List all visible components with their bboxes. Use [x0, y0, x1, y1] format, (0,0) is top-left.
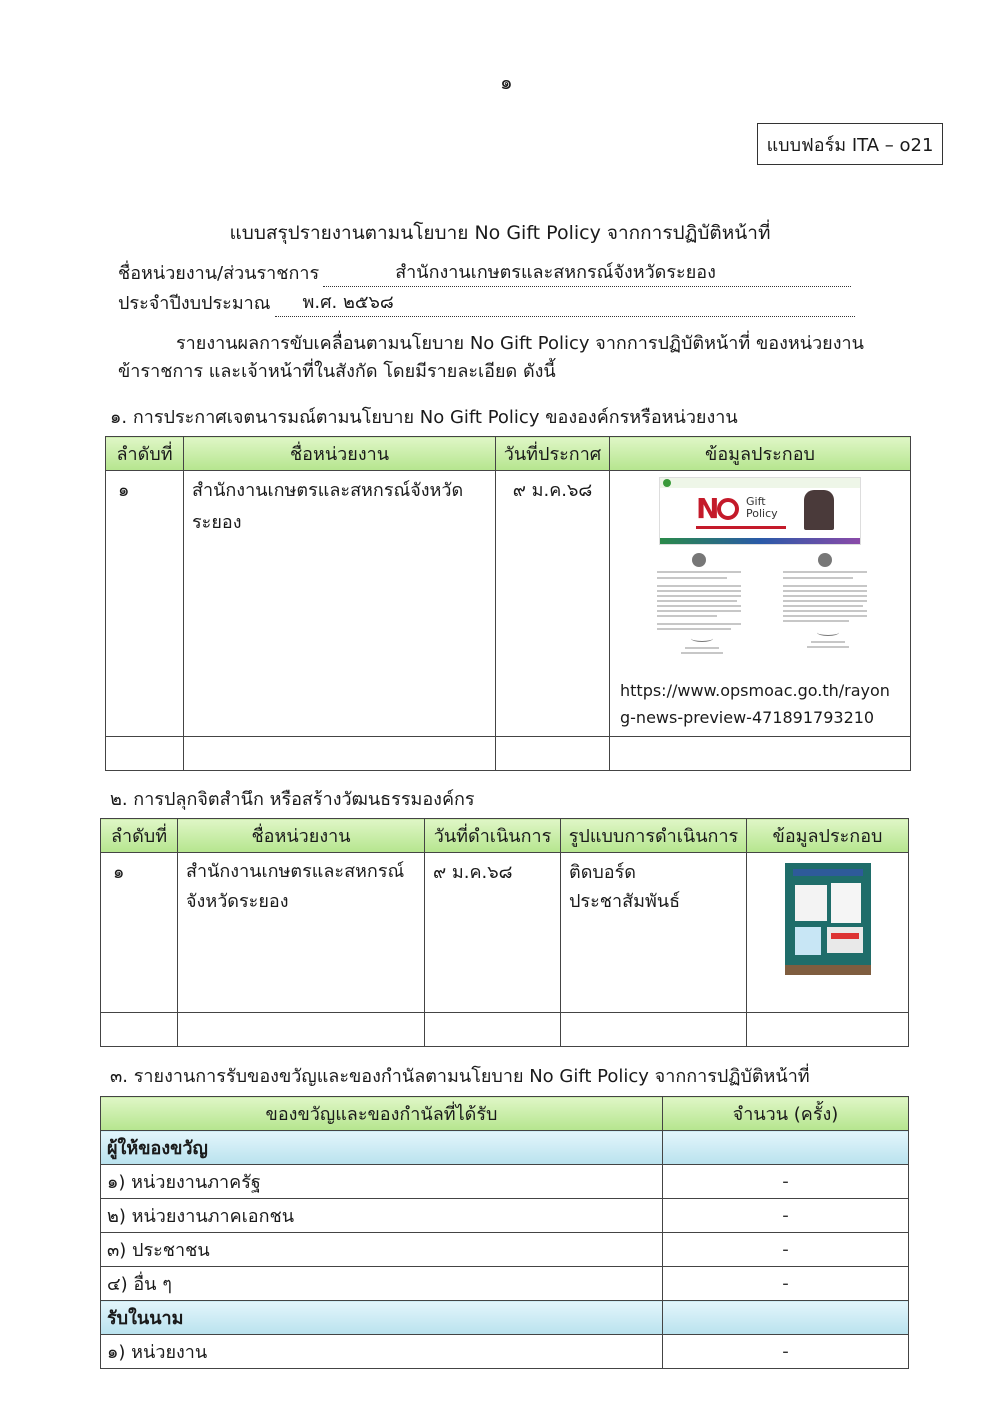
agency-value: สำนักงานเกษตรและสหกรณ์จังหวัดระยอง	[395, 262, 716, 283]
official-photo	[804, 490, 834, 530]
category-row	[101, 1301, 909, 1335]
cell-format: ติดบอร์ดประชาสัมพันธ์	[561, 853, 747, 1013]
board-header	[793, 869, 863, 876]
giver-label: ๔) อื่น ๆ	[101, 1267, 663, 1301]
cell-evidence	[747, 853, 909, 1013]
pr-board-photo	[785, 863, 871, 975]
agency-logo-icon	[663, 479, 671, 487]
category-givers: ผู้ให้ของขวัญ	[101, 1131, 663, 1165]
giver-label: ๓) ประชาชน	[101, 1233, 663, 1267]
doc-line	[783, 590, 867, 592]
gift-report-table	[100, 1096, 909, 1369]
doc-line	[783, 577, 853, 579]
on-behalf-count: -	[663, 1335, 909, 1369]
doc-line	[657, 595, 741, 597]
poster-red-band	[831, 933, 859, 939]
form-code-box: แบบฟอร์ม ITA – o21	[757, 123, 943, 165]
col-header-gifts: ของขวัญและของกำนัลที่ได้รับ	[101, 1097, 663, 1131]
col-header-date: วันที่ประกาศ	[496, 437, 610, 471]
table-row	[101, 1199, 909, 1233]
col-header-evidence: ข้อมูลประกอบ	[610, 437, 911, 471]
category-count-cell	[663, 1301, 909, 1335]
agency-dotted-line	[323, 262, 851, 287]
board-poster	[795, 885, 827, 921]
doc-line	[807, 646, 849, 648]
doc-line	[657, 628, 731, 630]
board-floor	[785, 965, 871, 975]
doc-line	[657, 585, 741, 587]
table-row-empty	[101, 1013, 909, 1047]
giver-label: ๒) หน่วยงานภาคเอกชน	[101, 1199, 663, 1233]
page-title: แบบสรุปรายงานตามนโยบาย No Gift Policy จากการปฏิบัติหน้าที่	[229, 222, 771, 244]
doc-line	[783, 571, 867, 573]
banner-red-line	[696, 526, 786, 529]
garuda-seal-icon	[818, 553, 832, 567]
col-header-evidence: ข้อมูลประกอบ	[747, 819, 909, 853]
cell-no: ๑	[106, 471, 184, 737]
doc-line	[811, 641, 845, 643]
signature-mark	[691, 635, 713, 642]
table-row-empty	[106, 737, 911, 771]
giver-label: ๑) หน่วยงานภาครัฐ	[101, 1165, 663, 1199]
gift-word: Gift	[746, 495, 766, 508]
empty-cell	[610, 737, 911, 771]
giver-count: -	[663, 1199, 909, 1233]
page-number: ๑	[500, 70, 513, 94]
cell-no: ๑	[101, 853, 178, 1013]
col-header-date: วันที่ดำเนินการ	[425, 819, 561, 853]
giver-count: -	[663, 1267, 909, 1301]
signature-mark	[817, 629, 839, 636]
empty-cell	[178, 1013, 425, 1047]
announcement-document-1	[651, 549, 747, 661]
doc-line	[783, 585, 867, 587]
fiscal-year-value: พ.ศ. ๒๕๖๘	[302, 292, 394, 313]
agency-label: ชื่อหน่วยงาน/ส่วนราชการ	[118, 263, 320, 284]
cell-evidence	[610, 471, 911, 737]
doc-line	[681, 652, 723, 654]
cell-date: ๙ ม.ค.๖๘	[496, 471, 610, 737]
cell-agency: สำนักงานเกษตรและสหกรณ์จังหวัดระยอง	[178, 853, 425, 1013]
section2-heading: ๒. การปลุกจิตสำนึก หรือสร้างวัฒนธรรมองค์กร	[110, 789, 475, 810]
cell-date: ๙ ม.ค.๖๘	[425, 853, 561, 1013]
announcement-image	[631, 473, 889, 669]
giver-count: -	[663, 1233, 909, 1267]
no-gift-policy-banner	[659, 477, 861, 545]
announcement-table	[105, 436, 911, 771]
doc-line	[657, 623, 741, 625]
col-header-no: ลำดับที่	[106, 437, 184, 471]
empty-cell	[184, 737, 496, 771]
empty-cell	[425, 1013, 561, 1047]
doc-line	[783, 595, 867, 597]
garuda-seal-icon	[692, 553, 706, 567]
doc-line	[783, 610, 867, 612]
no-slash-icon	[717, 498, 739, 520]
intro-paragraph	[118, 330, 908, 386]
empty-cell	[101, 1013, 178, 1047]
banner-color-strip	[660, 538, 860, 544]
doc-line	[657, 615, 717, 617]
col-header-no: ลำดับที่	[101, 819, 178, 853]
col-header-agency: ชื่อหน่วยงาน	[178, 819, 425, 853]
empty-cell	[106, 737, 184, 771]
category-count-cell	[663, 1131, 909, 1165]
category-on-behalf: รับในนาม	[101, 1301, 663, 1335]
section3-heading: ๓. รายงานการรับของขวัญและของกำนัลตามนโยบาย No Gift Policy จากการปฏิบัติหน้าที่	[110, 1066, 810, 1087]
doc-line	[657, 610, 741, 612]
no-logo-letter: N	[696, 492, 718, 525]
cell-agency: สำนักงานเกษตรและสหกรณ์จังหวัดระยอง	[184, 471, 496, 737]
doc-line	[685, 647, 719, 649]
board-poster	[827, 927, 863, 953]
gift-policy-text	[746, 496, 778, 520]
giver-count: -	[663, 1165, 909, 1199]
agency-field	[118, 258, 851, 287]
no-logo-text	[696, 492, 739, 525]
category-row	[101, 1131, 909, 1165]
announcement-document-2	[777, 549, 873, 661]
table-row	[101, 1267, 909, 1301]
intro-text: รายงานผลการขับเคลื่อนตามนโยบาย No Gift Policy จากการปฏิบัติหน้าที่ ของหน่วยงาน ข้าราชการ และเจ้าหน้าที่ในสังกัด โดยมีรายละเอียด ดังนี้	[118, 333, 864, 382]
col-header-format: รูปแบบการดำเนินการ	[561, 819, 747, 853]
doc-line	[783, 605, 863, 607]
doc-line	[783, 615, 867, 617]
announcement-link[interactable]: https://www.opsmoac.go.th/rayong-news-preview-471891793210	[620, 681, 890, 727]
awareness-table	[100, 818, 909, 1047]
table-row	[101, 853, 909, 1013]
empty-cell	[747, 1013, 909, 1047]
empty-cell	[561, 1013, 747, 1047]
table-row	[106, 471, 911, 737]
col-header-agency: ชื่อหน่วยงาน	[184, 437, 496, 471]
table-row	[101, 1165, 909, 1199]
doc-line	[657, 600, 737, 602]
doc-line	[783, 620, 849, 622]
doc-line	[657, 590, 741, 592]
policy-word: Policy	[746, 507, 778, 520]
section1-heading: ๑. การประกาศเจตนารมณ์ตามนโยบาย No Gift Policy ขององค์กรหรือหน่วยงาน	[110, 407, 738, 428]
banner-topbar	[660, 478, 860, 488]
col-header-count: จำนวน (ครั้ง)	[663, 1097, 909, 1131]
board-poster	[795, 927, 821, 955]
on-behalf-label: ๑) หน่วยงาน	[101, 1335, 663, 1369]
doc-line	[657, 571, 741, 573]
board-poster	[831, 883, 861, 923]
table-row	[101, 1335, 909, 1369]
fiscal-year-dotted-line	[275, 292, 855, 317]
empty-cell	[496, 737, 610, 771]
table-row	[101, 1233, 909, 1267]
doc-line	[657, 577, 727, 579]
fiscal-year-label: ประจำปีงบประมาณ	[118, 293, 271, 314]
doc-line	[657, 605, 741, 607]
fiscal-year-field	[118, 288, 855, 317]
doc-line	[783, 600, 867, 602]
